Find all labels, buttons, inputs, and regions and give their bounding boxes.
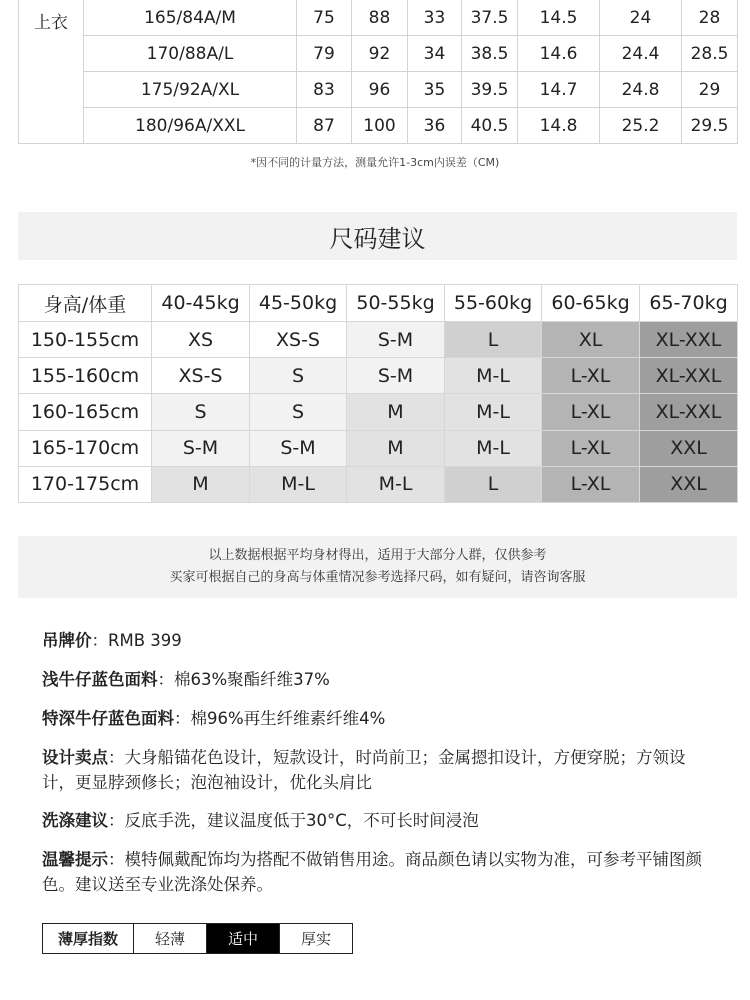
size-label-cell: 165/84A/M bbox=[84, 0, 297, 36]
size-advice-row bbox=[19, 430, 738, 466]
recommended-size-cell: M-L bbox=[445, 394, 542, 430]
recommended-size-cell: XS bbox=[152, 322, 250, 358]
recommended-size-cell: XL-XXL bbox=[640, 322, 738, 358]
measurement-cell: 14.8 bbox=[518, 108, 600, 144]
recommended-size-cell: L-XL bbox=[542, 394, 640, 430]
recommended-size-cell: XS-S bbox=[152, 358, 250, 394]
size-chart-row bbox=[19, 36, 738, 72]
recommended-size-cell: S-M bbox=[152, 430, 250, 466]
measurement-cell: 87 bbox=[297, 108, 352, 144]
measurement-cell: 79 bbox=[297, 36, 352, 72]
recommended-size-cell: M bbox=[152, 466, 250, 502]
corner-label: 身高/体重 bbox=[19, 285, 152, 322]
measurement-cell: 29.5 bbox=[682, 108, 738, 144]
recommended-size-cell: M-L bbox=[250, 466, 347, 502]
spec-value: ：反底手洗，建议温度低于30°C，不可长时间浸泡 bbox=[108, 811, 479, 830]
spec-value: ：棉96%再生纤维素纤维4% bbox=[174, 709, 386, 728]
size-label-cell: 180/96A/XXL bbox=[84, 108, 297, 144]
size-chart-row bbox=[19, 72, 738, 108]
recommended-size-cell: L bbox=[445, 322, 542, 358]
measurement-cell: 14.7 bbox=[518, 72, 600, 108]
measurement-cell: 33 bbox=[408, 0, 462, 36]
weight-header: 50-55kg bbox=[347, 285, 445, 322]
measurement-cell: 75 bbox=[297, 0, 352, 36]
measurement-cell: 35 bbox=[408, 72, 462, 108]
thickness-index bbox=[42, 923, 353, 954]
recommended-size-cell: M-L bbox=[347, 466, 445, 502]
measurement-cell: 34 bbox=[408, 36, 462, 72]
recommended-size-cell: XXL bbox=[640, 430, 738, 466]
spec-label: 浅牛仔蓝色面料 bbox=[42, 670, 158, 689]
recommended-size-cell: S bbox=[250, 358, 347, 394]
spec-label: 吊牌价 bbox=[42, 631, 92, 650]
recommended-size-cell: XL-XXL bbox=[640, 358, 738, 394]
recommended-size-cell: S-M bbox=[347, 322, 445, 358]
spec-design bbox=[42, 745, 712, 795]
size-label-cell: 170/88A/L bbox=[84, 36, 297, 72]
spec-value: ：RMB 399 bbox=[91, 631, 182, 650]
height-cell: 165-170cm bbox=[19, 430, 152, 466]
measurement-cell: 28 bbox=[682, 0, 738, 36]
measurement-note: *因不同的计量方法，测量允许1-3cm内误差（CM) bbox=[250, 156, 500, 169]
thickness-option-thick: 厚实 bbox=[300, 930, 331, 948]
category-cell: 上衣 bbox=[19, 0, 84, 144]
recommended-size-cell: XXL bbox=[640, 466, 738, 502]
spec-light-denim bbox=[42, 667, 712, 692]
spec-label: 温馨提示 bbox=[42, 850, 108, 869]
recommended-size-cell: M-L bbox=[445, 358, 542, 394]
measurement-cell: 92 bbox=[352, 36, 408, 72]
height-cell: 160-165cm bbox=[19, 394, 152, 430]
recommended-size-cell: XL-XXL bbox=[640, 394, 738, 430]
advice-note-line: 买家可根据自己的身高与体重情况参考选择尺码，如有疑问，请咨询客服 bbox=[169, 570, 586, 585]
recommended-size-cell: L-XL bbox=[542, 358, 640, 394]
size-advice-title: 尺码建议 bbox=[18, 212, 737, 260]
measurement-cell: 38.5 bbox=[462, 36, 518, 72]
recommended-size-cell: S-M bbox=[250, 430, 347, 466]
size-chart-row bbox=[19, 108, 738, 144]
size-advice-row bbox=[19, 394, 738, 430]
spec-wash bbox=[42, 808, 712, 833]
spec-price bbox=[42, 628, 712, 653]
recommended-size-cell: L-XL bbox=[542, 466, 640, 502]
spec-label: 特深牛仔蓝色面料 bbox=[42, 709, 174, 728]
spec-value: ：棉63%聚酯纤维37% bbox=[157, 670, 330, 689]
size-advice-row bbox=[19, 358, 738, 394]
spec-value: ：大身船锚花色设计，短款设计，时尚前卫；金属摁扣设计，方便穿脱；方领设计，更显脖颈修长；泡泡袖设计，优化头肩比 bbox=[42, 748, 686, 792]
size-advice-note bbox=[18, 536, 737, 598]
measurement-cell: 88 bbox=[352, 0, 408, 36]
measurement-cell: 14.6 bbox=[518, 36, 600, 72]
measurement-cell: 24 bbox=[600, 0, 682, 36]
measurement-cell: 28.5 bbox=[682, 36, 738, 72]
weight-header: 65-70kg bbox=[640, 285, 738, 322]
measurement-cell: 14.5 bbox=[518, 0, 600, 36]
weight-header: 40-45kg bbox=[152, 285, 250, 322]
weight-header: 45-50kg bbox=[250, 285, 347, 322]
spec-label: 洗涤建议 bbox=[42, 811, 108, 830]
measurement-cell: 25.2 bbox=[600, 108, 682, 144]
thickness-option-light: 轻薄 bbox=[134, 924, 207, 953]
recommended-size-cell: L-XL bbox=[542, 430, 640, 466]
size-advice-row bbox=[19, 466, 738, 502]
spec-dark-denim bbox=[42, 706, 712, 731]
thickness-label: 薄厚指数 bbox=[43, 924, 134, 953]
recommended-size-cell: M-L bbox=[445, 430, 542, 466]
recommended-size-cell: M bbox=[347, 430, 445, 466]
spec-label: 设计卖点 bbox=[42, 748, 108, 767]
height-cell: 150-155cm bbox=[19, 322, 152, 358]
measurement-cell: 100 bbox=[352, 108, 408, 144]
recommended-size-cell: XL bbox=[542, 322, 640, 358]
measurement-cell: 83 bbox=[297, 72, 352, 108]
size-advice-table bbox=[18, 284, 738, 503]
size-chart-row bbox=[19, 0, 738, 36]
measurement-cell: 39.5 bbox=[462, 72, 518, 108]
weight-header: 60-65kg bbox=[542, 285, 640, 322]
height-cell: 155-160cm bbox=[19, 358, 152, 394]
thickness-option-medium: 适中 bbox=[207, 924, 280, 953]
weight-header: 55-60kg bbox=[445, 285, 542, 322]
measurement-cell: 29 bbox=[682, 72, 738, 108]
measurement-cell: 36 bbox=[408, 108, 462, 144]
recommended-size-cell: S bbox=[152, 394, 250, 430]
measurement-cell: 40.5 bbox=[462, 108, 518, 144]
measurement-cell: 24.8 bbox=[600, 72, 682, 108]
measurement-cell: 96 bbox=[352, 72, 408, 108]
size-advice-row bbox=[19, 322, 738, 358]
size-chart-table bbox=[18, 0, 738, 144]
recommended-size-cell: S-M bbox=[347, 358, 445, 394]
recommended-size-cell: XS-S bbox=[250, 322, 347, 358]
recommended-size-cell: L bbox=[445, 466, 542, 502]
measurement-cell: 24.4 bbox=[600, 36, 682, 72]
measurement-cell: 37.5 bbox=[462, 0, 518, 36]
size-label-cell: 175/92A/XL bbox=[84, 72, 297, 108]
advice-note-line: 以上数据根据平均身材得出，适用于大部分人群，仅供参考 bbox=[208, 548, 547, 563]
spec-tips bbox=[42, 847, 712, 897]
height-cell: 170-175cm bbox=[19, 466, 152, 502]
spec-value: ：模特佩戴配饰均为搭配不做销售用途。商品颜色请以实物为准，可参考平铺图颜色。建议送至专业洗涤处保养。 bbox=[42, 850, 702, 894]
recommended-size-cell: M bbox=[347, 394, 445, 430]
recommended-size-cell: S bbox=[250, 394, 347, 430]
